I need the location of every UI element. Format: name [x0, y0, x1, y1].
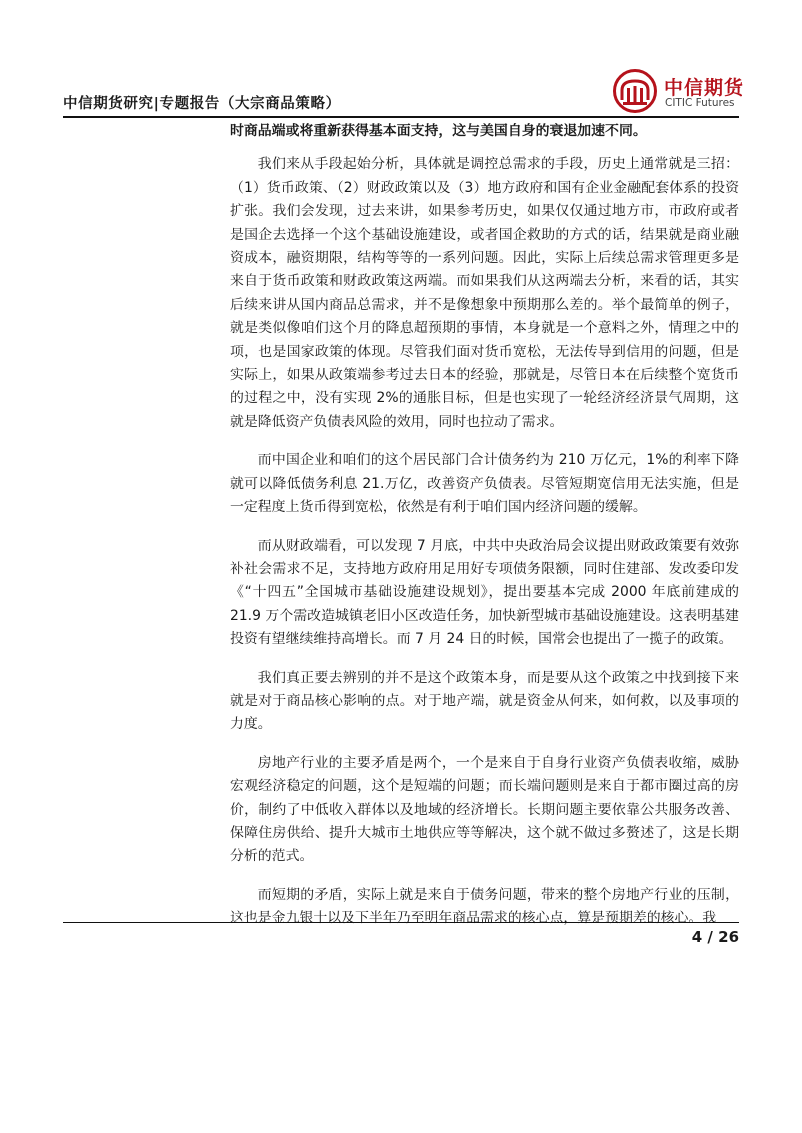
- citic-emblem-icon: [612, 68, 658, 114]
- report-body: [230, 120, 739, 931]
- logo-chinese-name: 中信期货: [664, 77, 745, 99]
- lead-sentence: 时商品端或将重新获得基本面支持，这与美国自身的衰退加速不同。: [230, 123, 647, 139]
- body-paragraph: 我们来从手段起始分析，具体就是调控总需求的手段，历史上通常就是三招：（1）货币政策、（2）财政政策以及（3）地方政府和国有企业金融配套体系的投资扩张。我们会发现，过去来讲，如果参考历史，如果仅仅通过地方市，市政府或者是国企去选择一个这个基础设施建设，或者国企救助的方式的话，结果就是商业融资成本，融资期限，结构等等的一系列问题。因此，实际上后续总需求管理更多是来自于货币政策和财政政策这两端。而如果我们从这两端去分析，来看的话，其实后续来讲从国内商品总需求，并不是像想象中预期那么差的。举个最简单的例子，就是类似像咱们这个月的降息超预期的事情，本身就是一个意料之外，情理之中的项，也是国家政策的体现。尽管我们面对货币宽松，无法传导到信用的问题，但是实际上，如果从政策端参考过去日本的经验，那就是，尽管日本在后续整个宽货币的过程之中，没有实现 2%的通胀目标，但是也实现了一轮经济经济景气周期，这就是降低资产负债表风险的效用，同时也拉动了需求。: [230, 156, 739, 430]
- body-paragraph: 而从财政端看，可以发现 7 月底，中共中央政治局会议提出财政政策要有效弥补社会需求不足，支持地方政府用足用好专项债务限额，同时住建部、发改委印发《“十四五”全国城市基础设施建设规划》，提出要基本完成 2000 年底前建成的 21.9 万个需改造城镇老旧小区改造任务，加快新型城市基础设施建设。这表明基建投资有望继续维持高增长。而 7 月 24 日的时候，国常会也提出了一揽子的政策。: [230, 537, 739, 648]
- header-divider: [63, 116, 739, 118]
- report-header-title: 中信期货研究|专题报告（大宗商品策略）: [63, 96, 341, 112]
- logo-english-name: CITIC Futures: [665, 97, 735, 109]
- body-paragraph: 我们真正要去辨别的并不是这个政策本身，而是要从这个政策之中找到接下来就是对于商品核心影响的点。对于地产端，就是资金从何来，如何救，以及事项的力度。: [230, 669, 739, 733]
- page-number: 4 / 26: [691, 928, 739, 946]
- body-paragraph: 而中国企业和咱们的这个居民部门合计债务约为 210 万亿元，1%的利率下降就可以降低债务利息 21.万亿，改善资产负债表。尽管短期宽信用无法实施，但是一定程度上货币得到宽松，依然是有利于咱们国内经济问题的缓解。: [230, 452, 739, 516]
- body-paragraph: 房地产行业的主要矛盾是两个，一个是来自于自身行业资产负债表收缩，威胁宏观经济稳定的问题，这个是短端的问题；而长端问题则是来自于都市圈过高的房价，制约了中低收入群体以及地域的经济增长。长期问题主要依靠公共服务改善、保障住房供给、提升大城市土地供应等等解决，这个就不做过多赘述了，这是长期分析的范式。: [230, 754, 739, 865]
- body-paragraph: 而短期的矛盾，实际上就是来自于债务问题，带来的整个房地产行业的压制，这也是金九银十以及下半年乃至明年商品需求的核心点，算是预期差的核心。我: [230, 886, 739, 927]
- citic-futures-logo: [612, 68, 762, 114]
- footer-divider: [63, 922, 739, 923]
